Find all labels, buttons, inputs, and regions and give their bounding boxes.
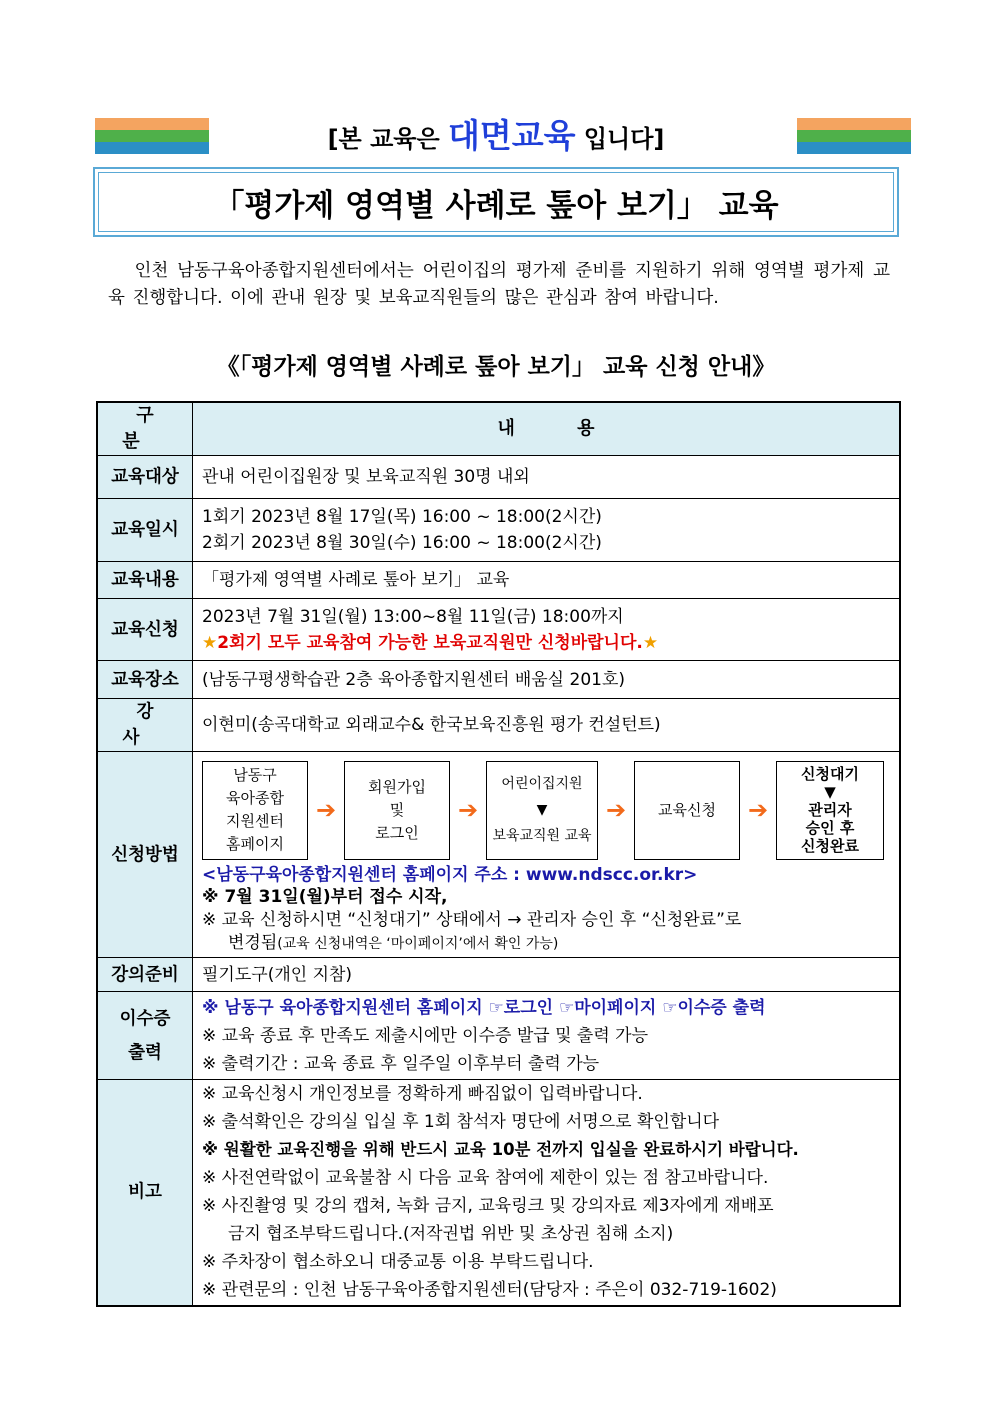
- flow-step-menu: 어린이집지원 ▼ 보육교직원 교육: [486, 761, 598, 860]
- value-prep: 필기도구(개인 지참): [193, 958, 901, 992]
- header-col-division: 구 분: [97, 402, 193, 456]
- label-remarks: 비고: [97, 1080, 193, 1306]
- arrow-right-icon: ➔: [315, 796, 337, 824]
- flow-step-approval: 신청대기 ▼ 관리자 승인 후 신청완료: [776, 761, 884, 860]
- label-content: 교육내용: [97, 562, 193, 599]
- label-method: 신청방법: [97, 752, 193, 958]
- value-apply: [193, 599, 901, 661]
- banner-prefix: [본 교육은: [327, 125, 440, 153]
- arrow-right-icon: ➔: [457, 796, 479, 824]
- table-header-row: [97, 402, 900, 456]
- certificate-line-3: ※ 출력기간 : 교육 종료 후 일주일 이후부터 출력 가능: [202, 1053, 600, 1074]
- remark-2: ※ 출석확인은 강의실 입실 후 1회 참석자 명단에 서명으로 확인합니다: [202, 1112, 720, 1133]
- label-schedule: 교육일시: [97, 499, 193, 562]
- remark-5b: 금지 협조부탁드립니다.(저작권법 위반 및 초상권 침해 소지): [228, 1224, 674, 1245]
- table-row-method: [97, 752, 900, 958]
- star-icon: ★: [202, 632, 218, 653]
- section-subtitle: 《「평가제 영역별 사례로 톺아 보기」 교육 신청 안내》: [216, 354, 776, 380]
- certificate-line-2: ※ 교육 종료 후 만족도 제출시에만 이수증 발급 및 출력 가능: [202, 1025, 648, 1046]
- table-row-schedule: [97, 499, 900, 562]
- label-venue: 교육장소: [97, 661, 193, 699]
- value-target: 관내 어린이집원장 및 보육교직원 30명 내외: [193, 456, 901, 499]
- star-icon: ★: [642, 632, 659, 653]
- page-title: 「평가제 영역별 사례로 톺아 보기」 교육: [98, 172, 894, 232]
- schedule-session-1: 1회기 2023년 8월 17일(목) 16:00 ~ 18:00(2시간): [202, 507, 602, 527]
- label-certificate: 이수증 출력: [97, 992, 193, 1080]
- remark-3: ※ 원활한 교육진행을 위해 반드시 교육 10분 전까지 입실을 완료하시기 바랍니다.: [202, 1140, 799, 1160]
- method-note-1: ※ 교육 신청하시면 “신청대기” 상태에서 → 관리자 승인 후 “신청완료”로: [202, 909, 742, 930]
- flow-step-signup: 회원가입 및 로그인: [344, 761, 450, 860]
- remark-1: ※ 교육신청시 개인정보를 정확하게 빠짐없이 입력바랍니다.: [202, 1084, 643, 1105]
- table-row-remarks: [97, 1080, 900, 1306]
- apply-notice-line: [202, 630, 890, 656]
- value-venue: (남동구평생학습관 2층 육아종합지원센터 배움실 201호): [193, 661, 901, 699]
- intro-paragraph: [108, 258, 890, 312]
- table-row-apply: [97, 599, 900, 661]
- label-prep: 강의준비: [97, 958, 193, 992]
- apply-notice: 2회기 모두 교육참여 가능한 보육교직원만 신청바랍니다.: [217, 632, 643, 653]
- header-col-content: 내 용: [193, 402, 901, 456]
- table-row-target: [97, 456, 900, 499]
- arrow-right-icon: ➔: [747, 796, 769, 824]
- value-content: 「평가제 영역별 사례로 톺아 보기」 교육: [193, 562, 901, 599]
- application-flow: [202, 761, 890, 860]
- remark-6: ※ 주차장이 협소하오니 대중교통 이용 부탁드립니다.: [202, 1252, 594, 1273]
- value-method: [193, 752, 901, 958]
- remark-5a: ※ 사진촬영 및 강의 캡쳐, 녹화 금지, 교육링크 및 강의자료 제3자에게 재배포: [202, 1196, 774, 1217]
- info-table: [96, 401, 901, 1307]
- flow-step-apply: 교육신청: [634, 761, 740, 860]
- apply-period: 2023년 7월 31일(월) 13:00~8월 11일(금) 18:00까지: [202, 606, 624, 627]
- value-schedule: [193, 499, 901, 562]
- banner-highlight: 대면교육: [448, 116, 576, 155]
- arrow-right-icon: ➔: [605, 796, 627, 824]
- intro-text: 인천 남동구육아종합지원센터에서는 어린이집의 평가제 준비를 지원하기 위해 영역별 평가제 교육 진행합니다. 이에 관내 원장 및 보육교직원들의 많은 관심과 참여 바랍니다.: [108, 261, 890, 308]
- method-note-2: 변경됨(교육 신청내역은 ‘마이페이지’에서 확인 가능): [228, 932, 559, 953]
- title-box: [93, 167, 899, 237]
- certificate-line-1: ※ 남동구 육아종합지원센터 홈페이지 ☞로그인 ☞마이페이지 ☞이수증 출력: [202, 997, 766, 1018]
- value-lecturer: 이현미(송곡대학교 외래교수& 한국보육진흥원 평가 컨설턴트): [193, 699, 901, 752]
- label-apply: 교육신청: [97, 599, 193, 661]
- table-row-certificate: [97, 992, 900, 1080]
- method-start: ※ 7월 31일(월)부터 접수 시작,: [202, 886, 448, 907]
- table-row-lecturer: [97, 699, 900, 752]
- label-target: 교육대상: [97, 456, 193, 499]
- face-to-face-banner: [0, 112, 992, 163]
- remark-4: ※ 사전연락없이 교육불참 시 다음 교육 참여에 제한이 있는 점 참고바랍니다.: [202, 1168, 769, 1189]
- remark-7: ※ 관련문의 : 인천 남동구육아종합지원센터(담당자 : 주은이 032-719-1602): [202, 1280, 777, 1301]
- label-lecturer: 강 사: [97, 699, 193, 752]
- flow-step-homepage: 남동구 육아종합 지원센터 홈페이지: [202, 761, 308, 860]
- value-remarks: [193, 1080, 901, 1306]
- table-row-venue: [97, 661, 900, 699]
- schedule-session-2: 2회기 2023년 8월 30일(수) 16:00 ~ 18:00(2시간): [202, 533, 602, 553]
- table-row-prep: [97, 958, 900, 992]
- value-certificate: [193, 992, 901, 1080]
- homepage-address: <남동구육아종합지원센터 홈페이지 주소 : www.ndscc.or.kr>: [202, 864, 698, 885]
- table-row-content: [97, 562, 900, 599]
- banner-suffix: 입니다]: [583, 125, 665, 153]
